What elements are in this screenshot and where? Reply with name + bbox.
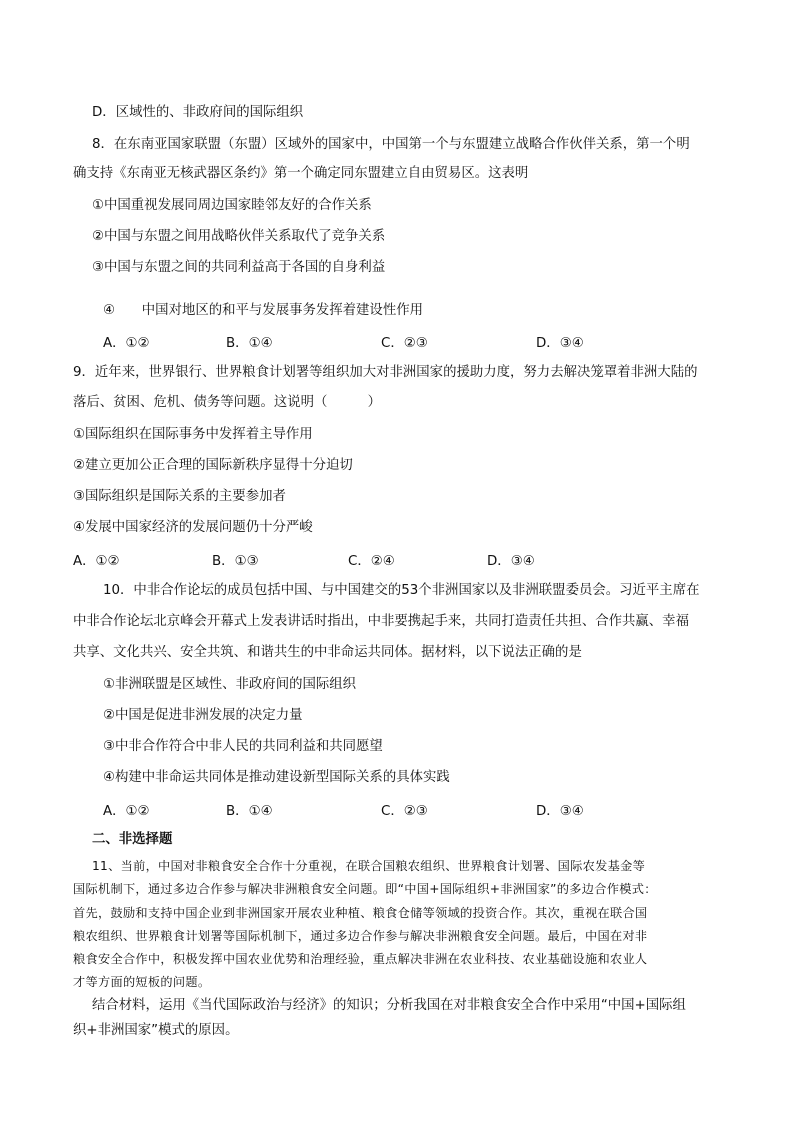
q10-item-2: ②中国是促进非洲发展的决定力量 xyxy=(103,708,303,723)
q9-stem-line2: 落后、贫困、危机、债务等问题。这说明（ ） xyxy=(73,395,381,410)
q8-choice-d[interactable]: D．③④ xyxy=(536,336,584,351)
q10-item-3: ③中非合作符合中非人民的共同利益和共同愿望 xyxy=(103,739,383,754)
q11-question-line2: 织+非洲国家”模式的原因。 xyxy=(73,1023,239,1038)
q9-item-1: ①国际组织在国际事务中发挥着主导作用 xyxy=(73,427,313,442)
q8-item-3: ③中国与东盟之间的共同利益高于各国的自身利益 xyxy=(92,260,386,275)
q8-item-4: ④ 中国对地区的和平与发展事务发挥着建设性作用 xyxy=(103,303,423,318)
q9-choice-c[interactable]: C．②④ xyxy=(348,554,395,569)
q10-stem-line2: 中非合作论坛北京峰会开幕式上发表讲话时指出，中非要携起手来，共同打造责任共担、合作共赢、幸福 xyxy=(73,614,689,629)
q10-item-4: ④构建中非命运共同体是推动建设新型国际关系的具体实践 xyxy=(103,770,450,785)
q8-choice-c[interactable]: C．②③ xyxy=(381,336,428,351)
q10-item-1: ①非洲联盟是区域性、非政府间的国际组织 xyxy=(103,677,357,692)
q10-choice-c[interactable]: C．②③ xyxy=(381,804,428,819)
q9-item-4: ④发展中国家经济的发展问题仍十分严峻 xyxy=(73,520,313,535)
section-heading: 二、非选择题 xyxy=(92,832,173,847)
q9-choice-b[interactable]: B．①③ xyxy=(212,554,259,569)
q8-choice-a[interactable]: A．①② xyxy=(103,336,150,351)
q11-material-line3: 首先，鼓励和支持中国企业到非洲国家开展农业种植、粮食仓储等领域的投资合作。其次，重视在联合国 xyxy=(73,906,648,920)
q11-material-line1: 11、当前，中国对非粮食安全合作十分重视，在联合国粮农组织、世界粮食计划署、国际农发基金等 xyxy=(92,859,646,873)
q9-stem-line1: 9．近年来，世界银行、世界粮食计划署等组织加大对非洲国家的援助力度，努力去解决笼罩着非洲大陆的 xyxy=(73,365,698,380)
q10-stem-line1: 10．中非合作论坛的成员包括中国、与中国建交的53个非洲国家以及非洲联盟委员会。习近平主席在 xyxy=(103,583,700,598)
q8-item-2: ②中国与东盟之间用战略伙伴关系取代了竞争关系 xyxy=(92,229,386,244)
q9-choice-d[interactable]: D．③④ xyxy=(487,554,535,569)
q10-choice-d[interactable]: D．③④ xyxy=(536,804,584,819)
q10-choice-b[interactable]: B．①④ xyxy=(226,804,273,819)
q8-stem-line2: 确支持《东南亚无核武器区条约》第一个确定同东盟建立自由贸易区。这表明 xyxy=(73,166,529,181)
q11-material-line5: 粮食安全合作中，积极发挥中国农业优势和治理经验，重点解决非洲在农业科技、农业基础设施和农业人 xyxy=(73,952,648,966)
q8-item-1: ①中国重视发展同周边国家睦邻友好的合作关系 xyxy=(92,198,372,213)
q10-choice-a[interactable]: A．①② xyxy=(103,804,150,819)
q11-material-line6: 才等方面的短板的问题。 xyxy=(73,975,211,989)
q8-choice-b[interactable]: B．①④ xyxy=(226,336,273,351)
q10-stem-line3: 共享、文化共兴、安全共筑、和谐共生的中非命运共同体。据材料，以下说法正确的是 xyxy=(73,645,582,660)
q9-item-3: ③国际组织是国际关系的主要参加者 xyxy=(73,489,286,504)
q8-stem-line1: 8．在东南亚国家联盟（东盟）区域外的国家中，中国第一个与东盟建立战略合作伙伴关系，第一个明 xyxy=(92,137,690,152)
option-d-text: D．区域性的、非政府间的国际组织 xyxy=(92,105,304,120)
q11-material-line2: 国际机制下，通过多边合作参与解决非洲粮食安全问题。即“中国+国际组织+非洲国家”的多边合作模式： xyxy=(73,882,657,896)
q11-material-line4: 粮农组织、世界粮食计划署等国际机制下，通过多边合作参与解决非洲粮食安全问题。最后，中国在对非 xyxy=(73,929,648,943)
q11-question-line1: 结合材料，运用《当代国际政治与经济》的知识；分析我国在对非粮食安全合作中采用“中国+国际组 xyxy=(92,998,686,1013)
q9-item-2: ②建立更加公正合理的国际新秩序显得十分迫切 xyxy=(73,458,353,473)
q9-choice-a[interactable]: A．①② xyxy=(73,554,120,569)
